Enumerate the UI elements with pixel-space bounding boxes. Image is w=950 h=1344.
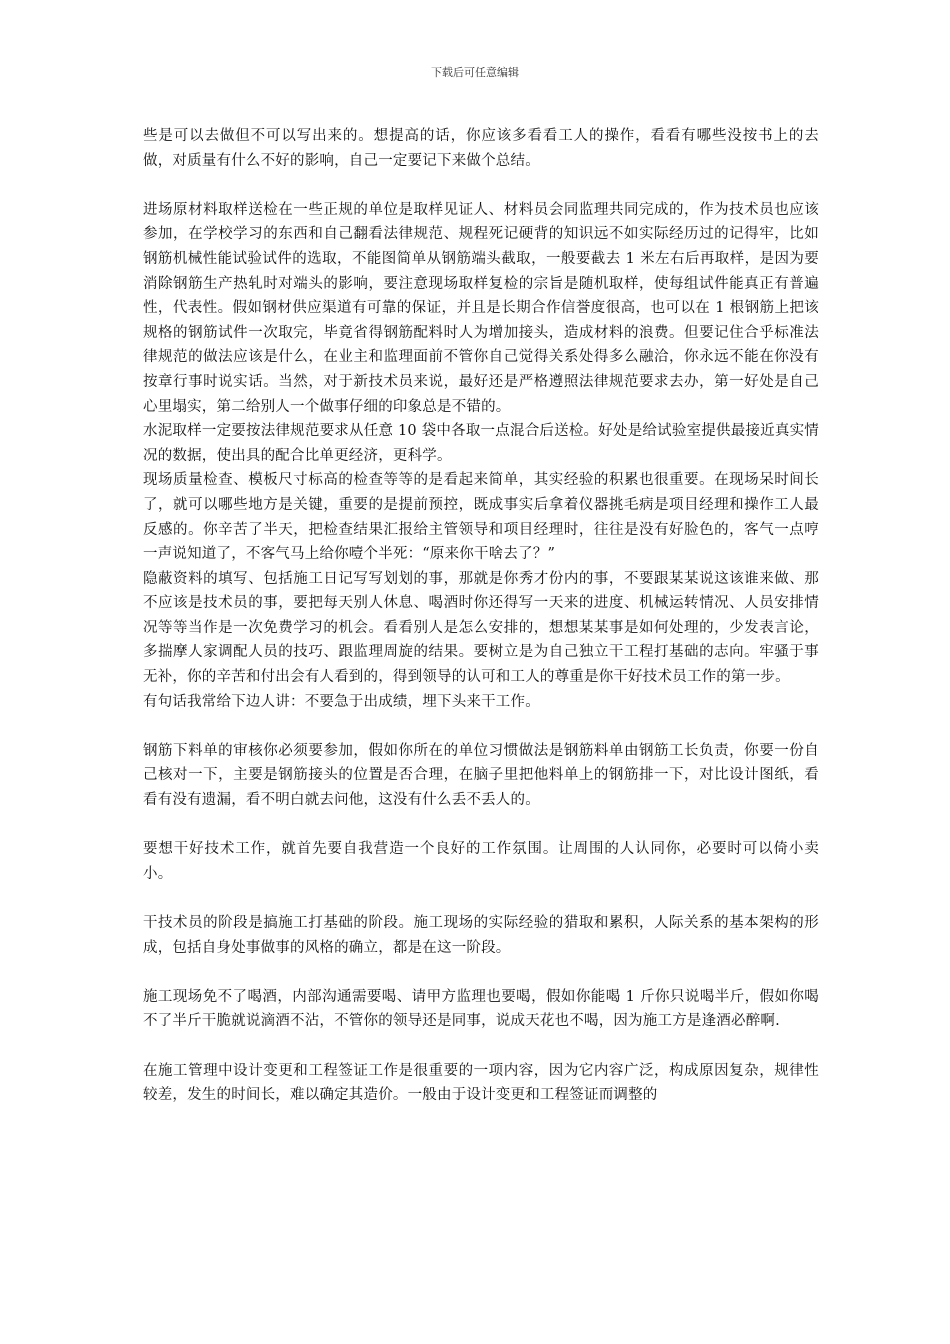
paragraph-drinking: 施工现场免不了喝酒，内部沟通需要喝、请甲方监理也要喝，假如你能喝 1 斤你只说喝半斤，假如你喝不了半斤干脆就说滴酒不沾，不管你的领导还是同事，说成天花也不喝，因为施工方是逢酒必醉啊. xyxy=(143,988,819,1030)
paragraph-design-change: 在施工管理中设计变更和工程签证工作是很重要的一项内容，因为它内容广泛，构成原因复杂，规律性较差，发生的时间长，难以确定其造价。一般由于设计变更和工程签证而调整的 xyxy=(143,1062,819,1104)
paragraph-foundation-stage: 干技术员的阶段是搞施工打基础的阶段。施工现场的实际经验的猎取和累积，人际关系的基本架构的形成，包括自身处事做事的风格的确立，都是在这一阶段。 xyxy=(143,915,819,956)
paragraph-rebar-list-review: 钢筋下料单的审核你必须要参加，假如你所在的单位习惯做法是钢筋料单由钢筋工长负责，你要一份自己核对一下，主要是钢筋接头的位置是否合理，在脑子里把他料单上的钢筋排一下，对比设计图纸，看看有没有遗漏，看不明白就去问他，这没有什么丢不丢人的。 xyxy=(143,742,819,809)
paragraph-work-atmosphere: 要想干好技术工作，就首先要自我营造一个良好的工作氛围。让周围的人认同你，必要时可以倚小卖小。 xyxy=(143,841,819,882)
paragraph-cement-sampling: 水泥取样一定要按法律规范要求从任意 10 袋中各取一点混合后送检。好处是给试验室提供最接近真实情况的数据，使出具的配合比单更经济，更科学。 xyxy=(143,423,819,464)
document-body xyxy=(143,124,819,1108)
paragraph-intro-continuation: 些是可以去做但不可以写出来的。想提高的话，你应该多看看工人的操作，看看有哪些没按书上的去做，对质量有什么不好的影响，自己一定要记下来做个总结。 xyxy=(143,128,819,169)
page-header: 下载后可任意编辑 xyxy=(431,66,519,79)
paragraph-saying: 有句话我常给下边人讲：不要急于出成绩，埋下头来干工作。 xyxy=(143,693,540,710)
paragraph-concealed-records: 隐蔽资料的填写、包括施工日记写写划划的事，那就是你秀才份内的事，不要跟某某说这该谁来做、那不应该是技术员的事，要把每天别人休息、喝酒时你还得写一天来的进度、机械运转情况、人员安排情况等等当作是一次免费学习的机会。看看别人是怎么安排的，想想某某事是如何处理的，少发表言论，多揣摩人家调配人员的技巧、跟监理周旋的结果。要树立是为自己独立干工程打基础的志向。牢骚于事无补，你的辛苦和付出会有人看到的，得到领导的认可和工人的尊重是你干好技术员工作的第一步。 xyxy=(143,570,819,686)
paragraph-site-quality-check: 现场质量检查、模板尺寸标高的检查等等的是看起来简单，其实经验的积累也很重要。在现场呆时间长了，就可以哪些地方是关键，重要的是提前预控，既成事实后拿着仪器挑毛病是项目经理和操作工人最反感的。你辛苦了半天，把检查结果汇报给主管领导和项目经理时，往往是没有好脸色的，客气一点哼一声说知道了，不客气马上给你噎个半死：“原来你干啥去了？” xyxy=(143,472,819,563)
paragraph-material-sampling: 进场原材料取样送检在一些正规的单位是取样见证人、材料员会同监理共同完成的，作为技术员也应该参加，在学校学习的东西和自己翻看法律规范、规程死记硬背的知识远不如实际经历过的记得牢，比如钢筋机械性能试验试件的选取，不能图简单从钢筋端头截取，一般要截去 1 米左右后再取样，是因为要消除钢筋生产热轧时对端头的影响，要注意现场取样复检的宗旨是随机取样，使每组试件能真正有普遍性，代表性。假如钢材供应渠道有可靠的保证，并且是长期合作信誉度很高，也可以在 1 根钢筋上把该规格的钢筋试件一次取完，毕竟省得钢筋配料时人为增加接头，造成材料的浪费。但要记住合乎标准法律规范的做法应该是什么，在业主和监理面前不管你自己觉得关系处得多么融洽，你永远不能在你没有按章行事时说实话。当然，对于新技术员来说，最好还是严格遵照法律规范要求去办，第一好处是自己心里塌实，第二给别人一个做事仔细的印象总是不错的。 xyxy=(143,201,819,415)
